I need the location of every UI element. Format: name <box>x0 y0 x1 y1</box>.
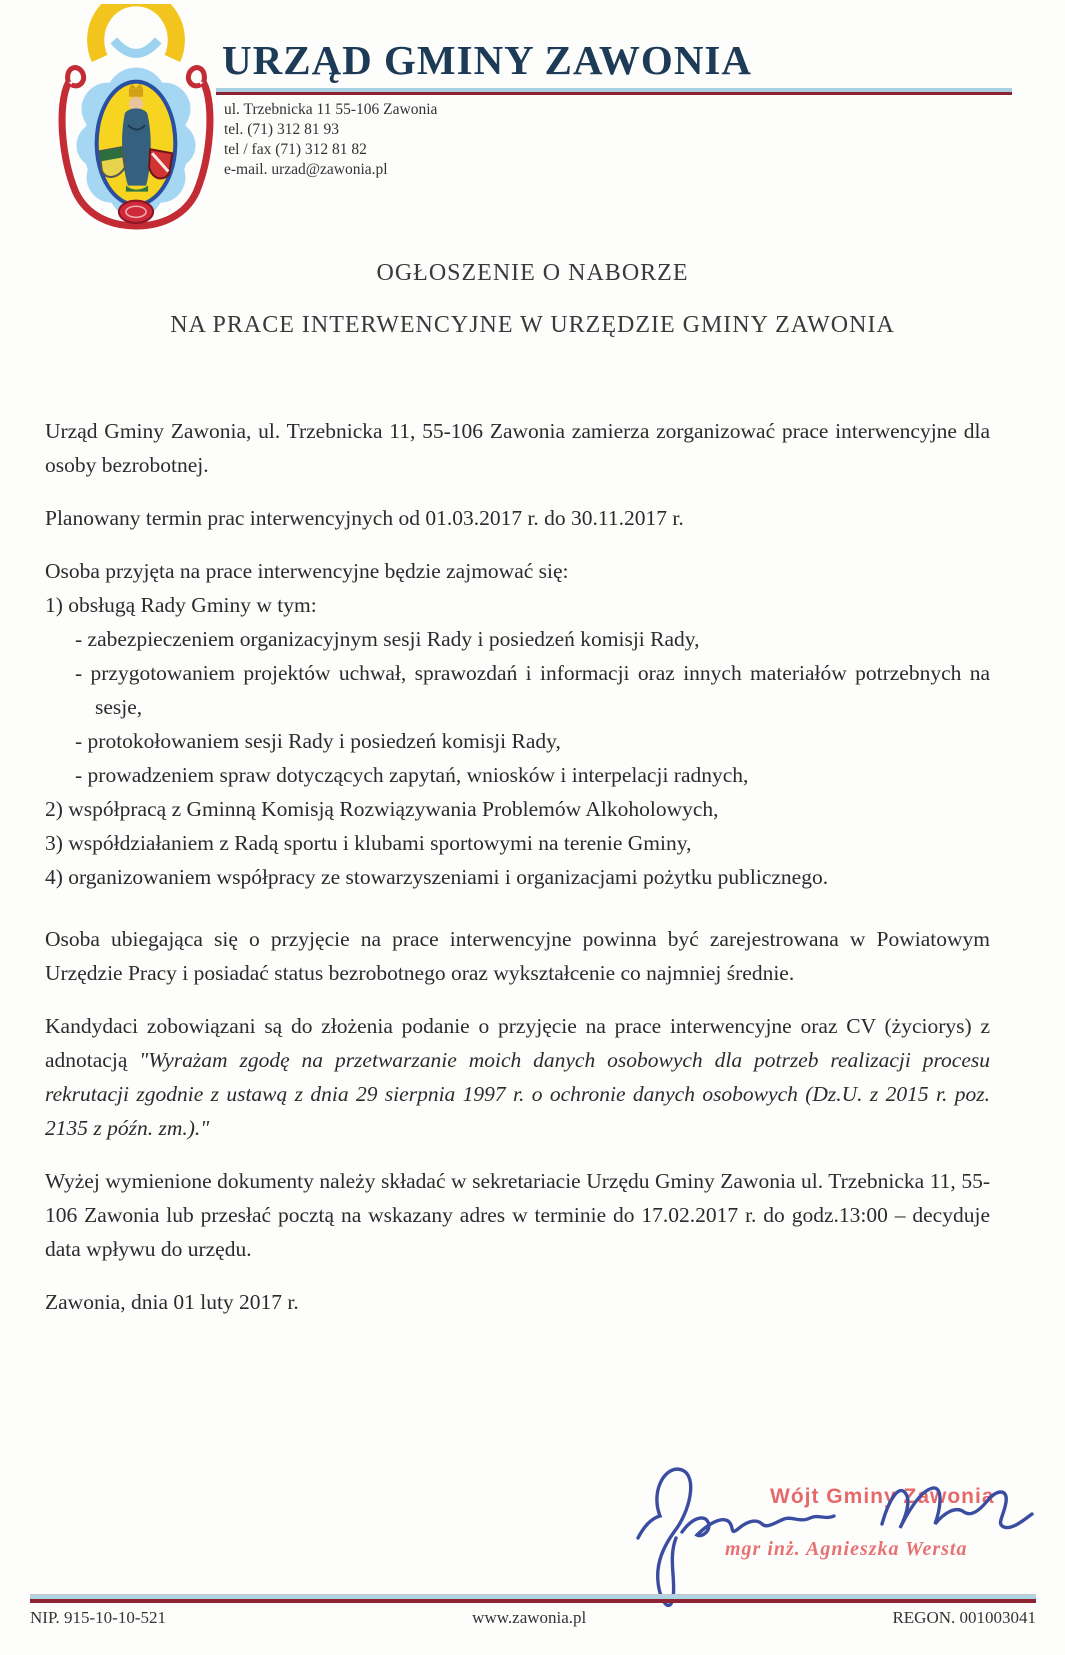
paragraph-candidates <box>45 1009 990 1145</box>
footer-divider <box>30 1594 1036 1603</box>
duties-intro: Osoba przyjęta na prace interwencyjne będzie zajmować się: <box>45 559 569 583</box>
phone-line: tel. (71) 312 81 93 <box>224 121 339 138</box>
fax-line: tel / fax (71) 312 81 82 <box>224 141 367 158</box>
duty-subitem: - prowadzeniem spraw dotyczących zapytań, wniosków i interpelacji radnych, <box>75 763 749 787</box>
duty-subitem: - zabezpieczeniem organizacyjnym sesji Rady i posiedzeń komisji Rady, <box>75 627 700 651</box>
org-name: URZĄD GMINY ZAWONIA <box>222 37 752 83</box>
document-body <box>45 414 990 1338</box>
paragraph-submission: Wyżej wymienione dokumenty należy składać w sekretariacie Urzędu Gminy Zawonia ul. Trzebnicka 11, 55-106 Zawonia lub przesłać pocztą na wskazany adres w terminie do 17.02.2017 r. do godz.13:00 – decyduje data wpływu do urzędu. <box>45 1169 990 1261</box>
candidates-text: Kandydaci zobowiązani są do złożenia podanie o przyjęcie na prace interwencyjne oraz CV (życiorys) z adnotacją <box>45 1014 990 1072</box>
signature-block <box>630 1420 1040 1620</box>
duty-item: 2) współpracą z Gminną Komisją Rozwiązywania Problemów Alkoholowych, <box>45 797 719 821</box>
duty-item: 1) obsługą Rady Gminy w tym: <box>45 593 317 617</box>
footer-regon: REGON. 001003041 <box>892 1608 1036 1627</box>
gmina-zawonia-crest-logo <box>55 4 217 236</box>
stamp-title-text: Wójt Gminy Zawonia <box>770 1485 995 1508</box>
duties-list <box>45 554 990 894</box>
duty-item: 4) organizowaniem współpracy ze stowarzyszeniami i organizacjami pożytku publicznego. <box>45 865 829 889</box>
paragraph-requirements: Osoba ubiegająca się o przyjęcie na prace interwencyjne powinna być zarejestrowana w Powiatowym Urzędzie Pracy i posiadać status bezrobotnego oraz wykształcenie co najmniej średnie. <box>45 927 990 985</box>
consent-quote: "Wyrażam zgodę na przetwarzanie moich danych osobowych dla potrzeb realizacji procesu rekrutacji zgodnie z ustawą z dnia 29 sierpnia 1997 r. o ochronie danych osobowych (Dz.U. z 2015 r. poz. 2135 z późn. zm.)." <box>45 1048 990 1140</box>
paragraph-intent: Urząd Gminy Zawonia, ul. Trzebnicka 11, 55-106 Zawonia zamierza zorganizować prace interwencyjne dla osoby bezrobotnej. <box>45 419 990 477</box>
contact-block <box>224 100 644 180</box>
dateline: Zawonia, dnia 01 luty 2017 r. <box>45 1290 299 1314</box>
paragraph-term: Planowany termin prac interwencyjnych od 01.03.2017 r. do 30.11.2017 r. <box>45 506 684 530</box>
handwritten-signature <box>630 1420 1040 1620</box>
header-divider <box>216 88 1012 95</box>
duty-item: 3) współdziałaniem z Radą sportu i klubami sportowymi na terenie Gminy, <box>45 831 692 855</box>
email-line: e-mail. urzad@zawonia.pl <box>224 161 388 178</box>
footer-nip: NIP. 915-10-10-521 <box>30 1608 166 1627</box>
stamp-name-text: mgr inż. Agnieszka Wersta <box>725 1538 968 1560</box>
duty-subitem: - protokołowaniem sesji Rady i posiedzeń komisji Rady, <box>75 729 561 753</box>
announcement-title-line2: NA PRACE INTERWENCYJNE W URZĘDZIE GMINY ZAWONIA <box>170 312 895 338</box>
announcement-title-line1: OGŁOSZENIE O NABORZE <box>376 260 689 286</box>
address-line: ul. Trzebnicka 11 55-106 Zawonia <box>224 101 438 118</box>
footer <box>30 1608 1036 1628</box>
footer-website: www.zawonia.pl <box>472 1608 587 1627</box>
duty-subitem: - przygotowaniem projektów uchwał, sprawozdań i informacji oraz innych materiałów potrzebnych na sesje, <box>75 661 990 719</box>
